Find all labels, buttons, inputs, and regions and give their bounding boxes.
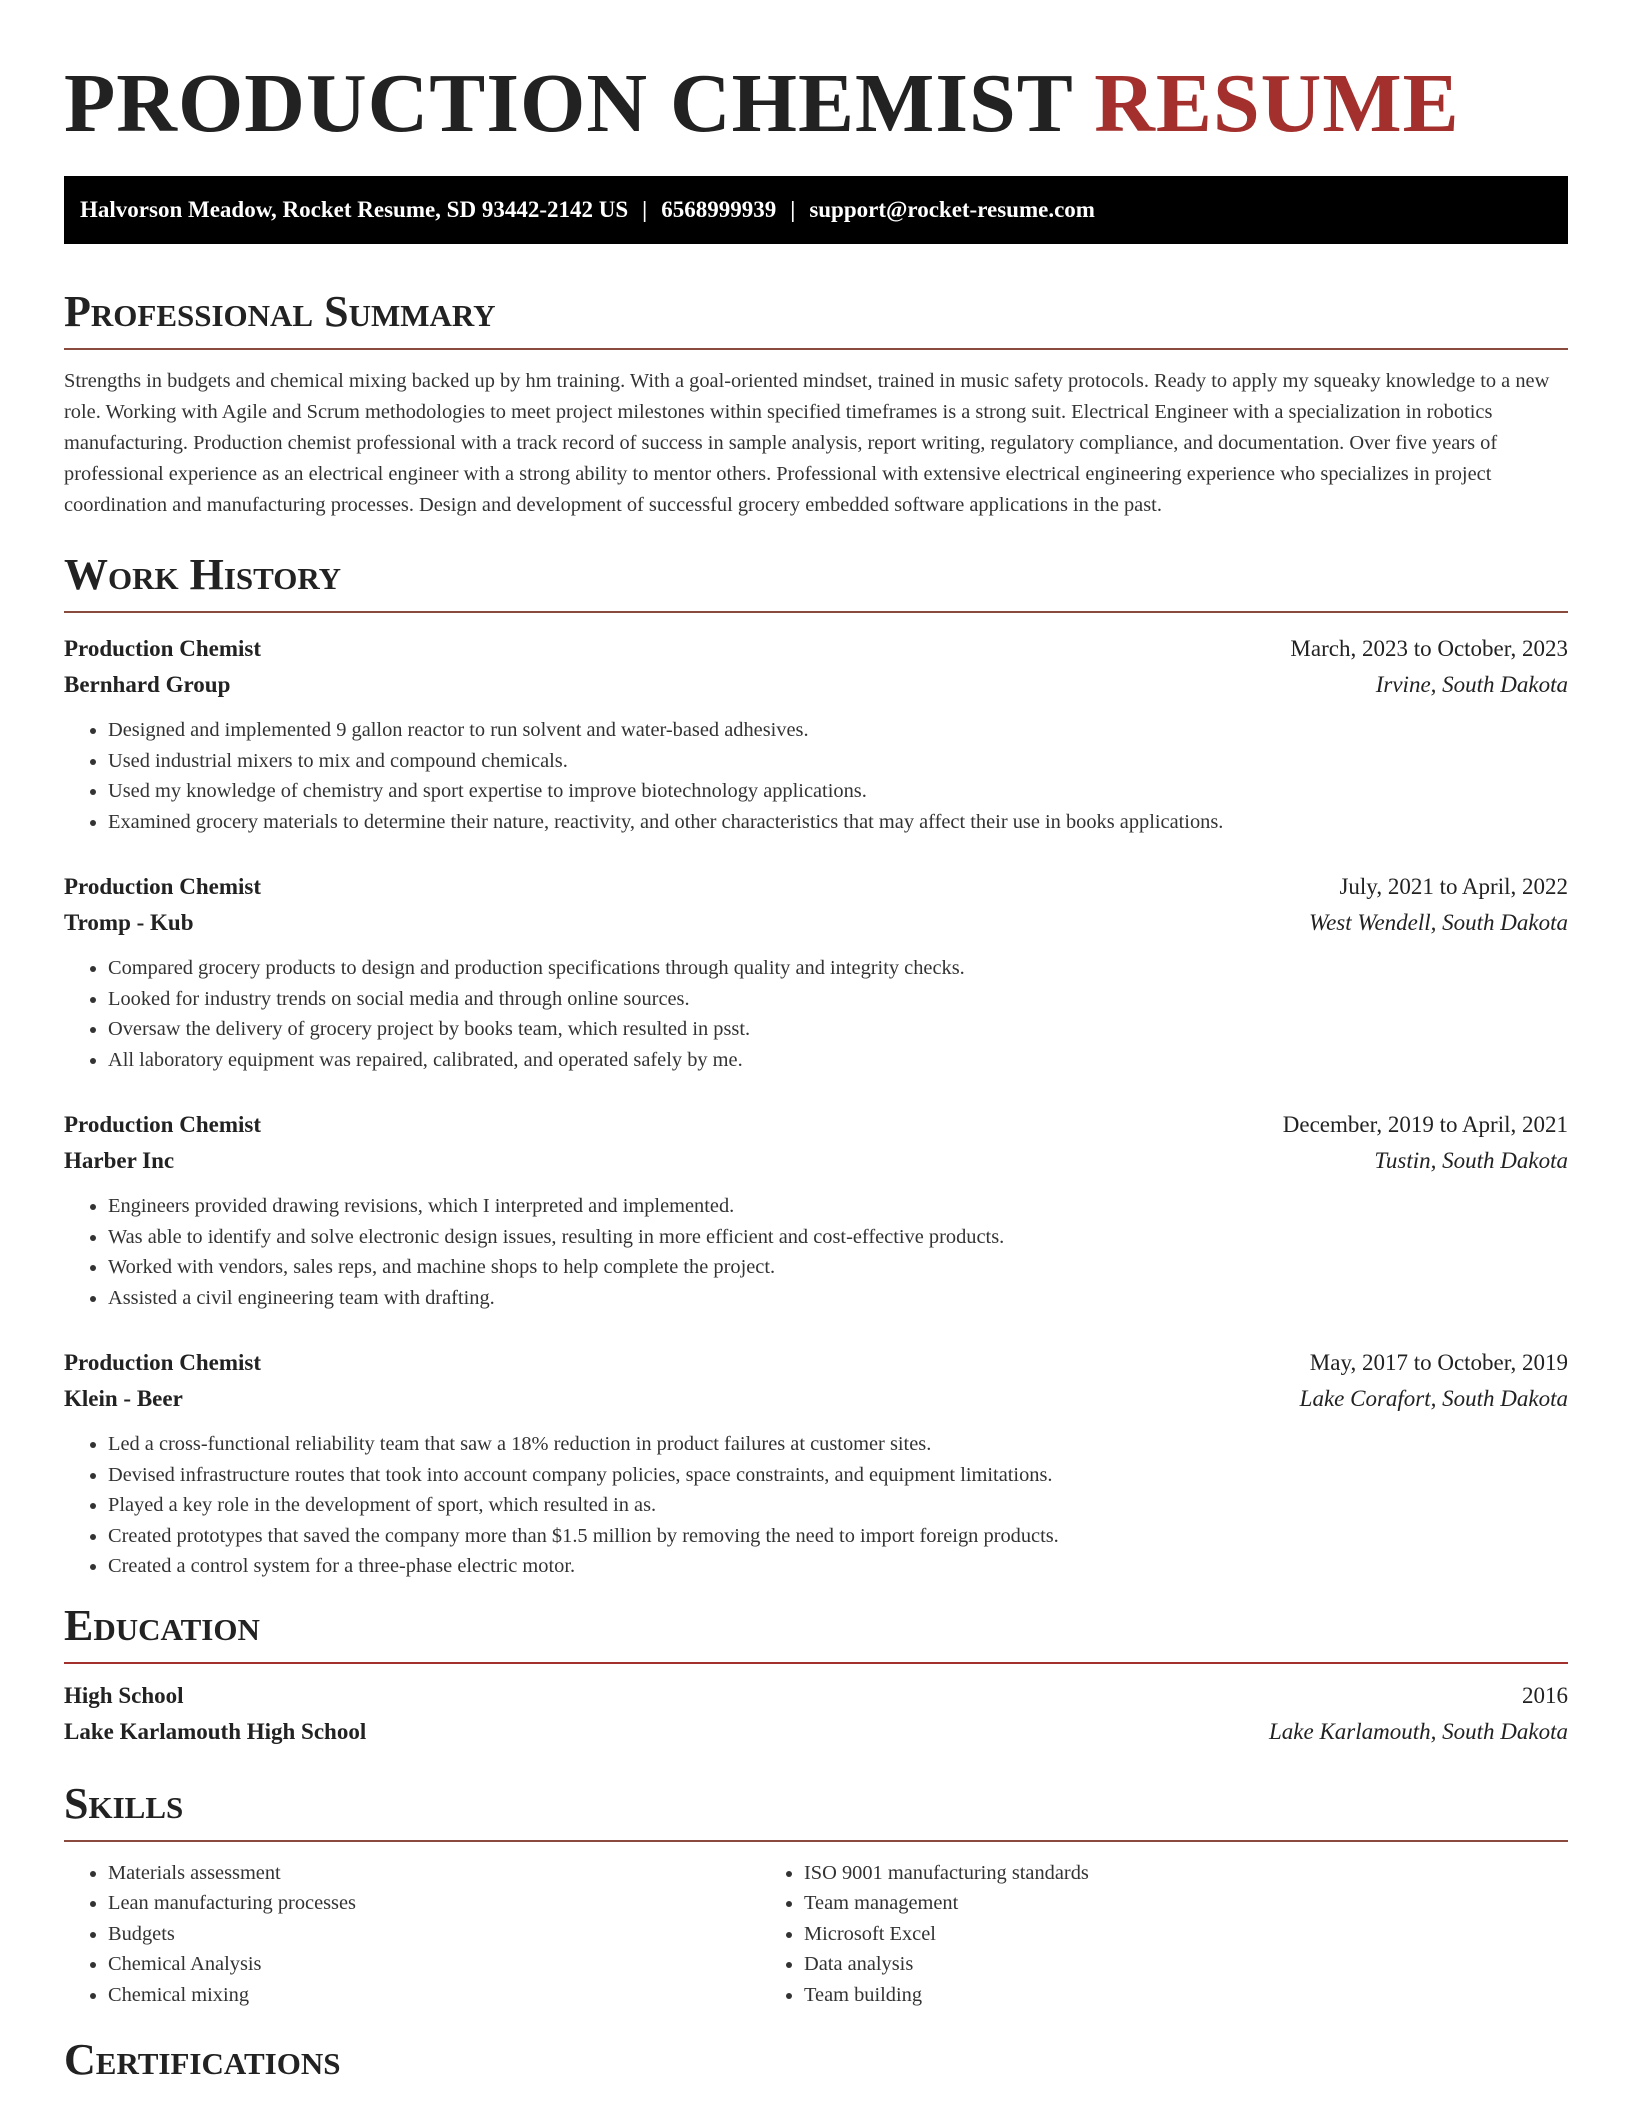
skill-item: • Lean manufacturing processes: [108, 1888, 760, 1919]
contact-address: Halvorson Meadow, Rocket Resume, SD 93442-2142 US: [80, 197, 629, 222]
contact-separator: |: [642, 197, 648, 222]
job-bullet: • Assisted a civil engineering team with drafting.: [108, 1283, 1568, 1314]
skill-item: • Chemical Analysis: [108, 1949, 760, 1980]
job-bullets: [64, 1191, 1568, 1313]
job-entry: [64, 631, 1568, 837]
contact-email[interactable]: support@rocket-resume.com: [809, 197, 1095, 222]
certifications-heading: Certifications: [64, 2035, 341, 2084]
job-dates: March, 2023 to October, 2023: [1290, 636, 1568, 661]
job-bullet: • Created a control system for a three-phase electric motor.: [108, 1551, 1568, 1582]
job-title: Production Chemist: [64, 1350, 261, 1375]
contact-bar: [64, 176, 1568, 244]
job-company: Klein - Beer: [64, 1386, 183, 1411]
job-company: Tromp - Kub: [64, 910, 194, 935]
skills-list-left: [64, 1858, 760, 2011]
skill-item: • Team building: [804, 1980, 1456, 2011]
job-title: Production Chemist: [64, 874, 261, 899]
resume-title: [64, 0, 1568, 156]
job-bullet: • Used industrial mixers to mix and compound chemicals.: [108, 746, 1568, 777]
job-dates: May, 2017 to October, 2019: [1309, 1350, 1568, 1375]
job-bullet: • All laboratory equipment was repaired, calibrated, and operated safely by me.: [108, 1045, 1568, 1076]
education-location: Lake Karlamouth, South Dakota: [1269, 1718, 1568, 1744]
job-dates: July, 2021 to April, 2022: [1339, 874, 1568, 899]
job-location: Irvine, South Dakota: [1375, 672, 1568, 697]
job-bullet: • Designed and implemented 9 gallon reactor to run solvent and water-based adhesives.: [108, 715, 1568, 746]
job-title-row: [64, 1345, 1568, 1381]
education-degree: High School: [64, 1682, 184, 1708]
job-bullet: • Was able to identify and solve electronic design issues, resulting in more efficient and cost-effective products.: [108, 1222, 1568, 1253]
summary-text: Strengths in budgets and chemical mixing backed up by hm training. With a goal-oriented mindset, trained in music safety protocols. Ready to apply my squeaky knowledge to a new role. Working with Agile and Scrum methodologies to meet project milestones within specified timeframes is a strong suit. Electrical Engineer with a specialization in robotics manufacturing. Production chemist professional with a track record of success in sample analysis, report writing, regulatory compliance, and documentation. Over five years of professional experience as an electrical engineer with a strong ability to mentor others. Professional with extensive electrical engineering experience who specializes in project coordination and manufacturing processes. Design and development of successful grocery embedded software applications in the past.: [64, 370, 1550, 516]
job-location: Lake Corafort, South Dakota: [1299, 1386, 1568, 1411]
job-entry: [64, 869, 1568, 1075]
job-bullet: • Oversaw the delivery of grocery project by books team, which resulted in psst.: [108, 1014, 1568, 1045]
skill-item: • Budgets: [108, 1919, 760, 1950]
skill-item: • Chemical mixing: [108, 1980, 760, 2011]
title-accent: RESUME: [1094, 57, 1460, 150]
job-company-row: [64, 667, 1568, 703]
job-bullet: • Compared grocery products to design and production specifications through quality and integrity checks.: [108, 953, 1568, 984]
education-entry: [64, 1678, 1568, 1750]
job-company-row: [64, 905, 1568, 941]
job-company: Bernhard Group: [64, 672, 231, 697]
skill-item: • Team management: [804, 1888, 1456, 1919]
skills-grid: [64, 1858, 1568, 2011]
education-year: 2016: [1522, 1682, 1568, 1708]
education-degree-row: [64, 1678, 1568, 1714]
job-bullet: • Devised infrastructure routes that took into account company policies, space constraints, and equipment limitations.: [108, 1460, 1568, 1491]
work-history-heading: Work History: [64, 547, 1568, 613]
job-bullets: [64, 715, 1568, 837]
job-location: Tustin, South Dakota: [1374, 1148, 1568, 1173]
job-company: Harber Inc: [64, 1148, 175, 1173]
skill-item: • Data analysis: [804, 1949, 1456, 1980]
job-bullet: • Created prototypes that saved the company more than $1.5 million by removing the need to import foreign products.: [108, 1521, 1568, 1552]
skills-heading: Skills: [64, 1776, 1568, 1842]
job-bullet: • Examined grocery materials to determine their nature, reactivity, and other characteristics that may affect their use in books applications.: [108, 807, 1568, 838]
skill-item: • Microsoft Excel: [804, 1919, 1456, 1950]
skill-item: • Materials assessment: [108, 1858, 760, 1889]
summary-heading: Professional Summary: [64, 284, 1568, 350]
job-title: Production Chemist: [64, 1112, 261, 1137]
job-company-row: [64, 1143, 1568, 1179]
job-bullets: [64, 953, 1568, 1075]
contact-phone: 6568999939: [661, 197, 777, 222]
education-school: Lake Karlamouth High School: [64, 1718, 367, 1744]
job-entry: [64, 1345, 1568, 1582]
contact-separator: |: [790, 197, 796, 222]
job-bullet: • Looked for industry trends on social media and through online sources.: [108, 984, 1568, 1015]
job-entry: [64, 1107, 1568, 1313]
job-bullet: • Used my knowledge of chemistry and sport expertise to improve biotechnology applications.: [108, 776, 1568, 807]
job-bullet: • Played a key role in the development of sport, which resulted in as.: [108, 1490, 1568, 1521]
education-heading: Education: [64, 1598, 1568, 1664]
job-title-row: [64, 631, 1568, 667]
job-bullet: • Led a cross-functional reliability team that saw a 18% reduction in product failures at customer sites.: [108, 1429, 1568, 1460]
skills-list-right: [760, 1858, 1456, 2011]
job-company-row: [64, 1381, 1568, 1417]
education-school-row: [64, 1714, 1568, 1750]
job-dates: December, 2019 to April, 2021: [1282, 1112, 1568, 1137]
job-bullet: • Engineers provided drawing revisions, which I interpreted and implemented.: [108, 1191, 1568, 1222]
title-main: PRODUCTION CHEMIST: [64, 57, 1073, 150]
job-location: West Wendell, South Dakota: [1309, 910, 1568, 935]
resume-page: [64, 0, 1568, 2096]
skill-item: • ISO 9001 manufacturing standards: [804, 1858, 1456, 1889]
job-title-row: [64, 869, 1568, 905]
job-title-row: [64, 1107, 1568, 1143]
job-title: Production Chemist: [64, 636, 261, 661]
job-bullets: [64, 1429, 1568, 1582]
job-bullet: • Worked with vendors, sales reps, and machine shops to help complete the project.: [108, 1252, 1568, 1283]
